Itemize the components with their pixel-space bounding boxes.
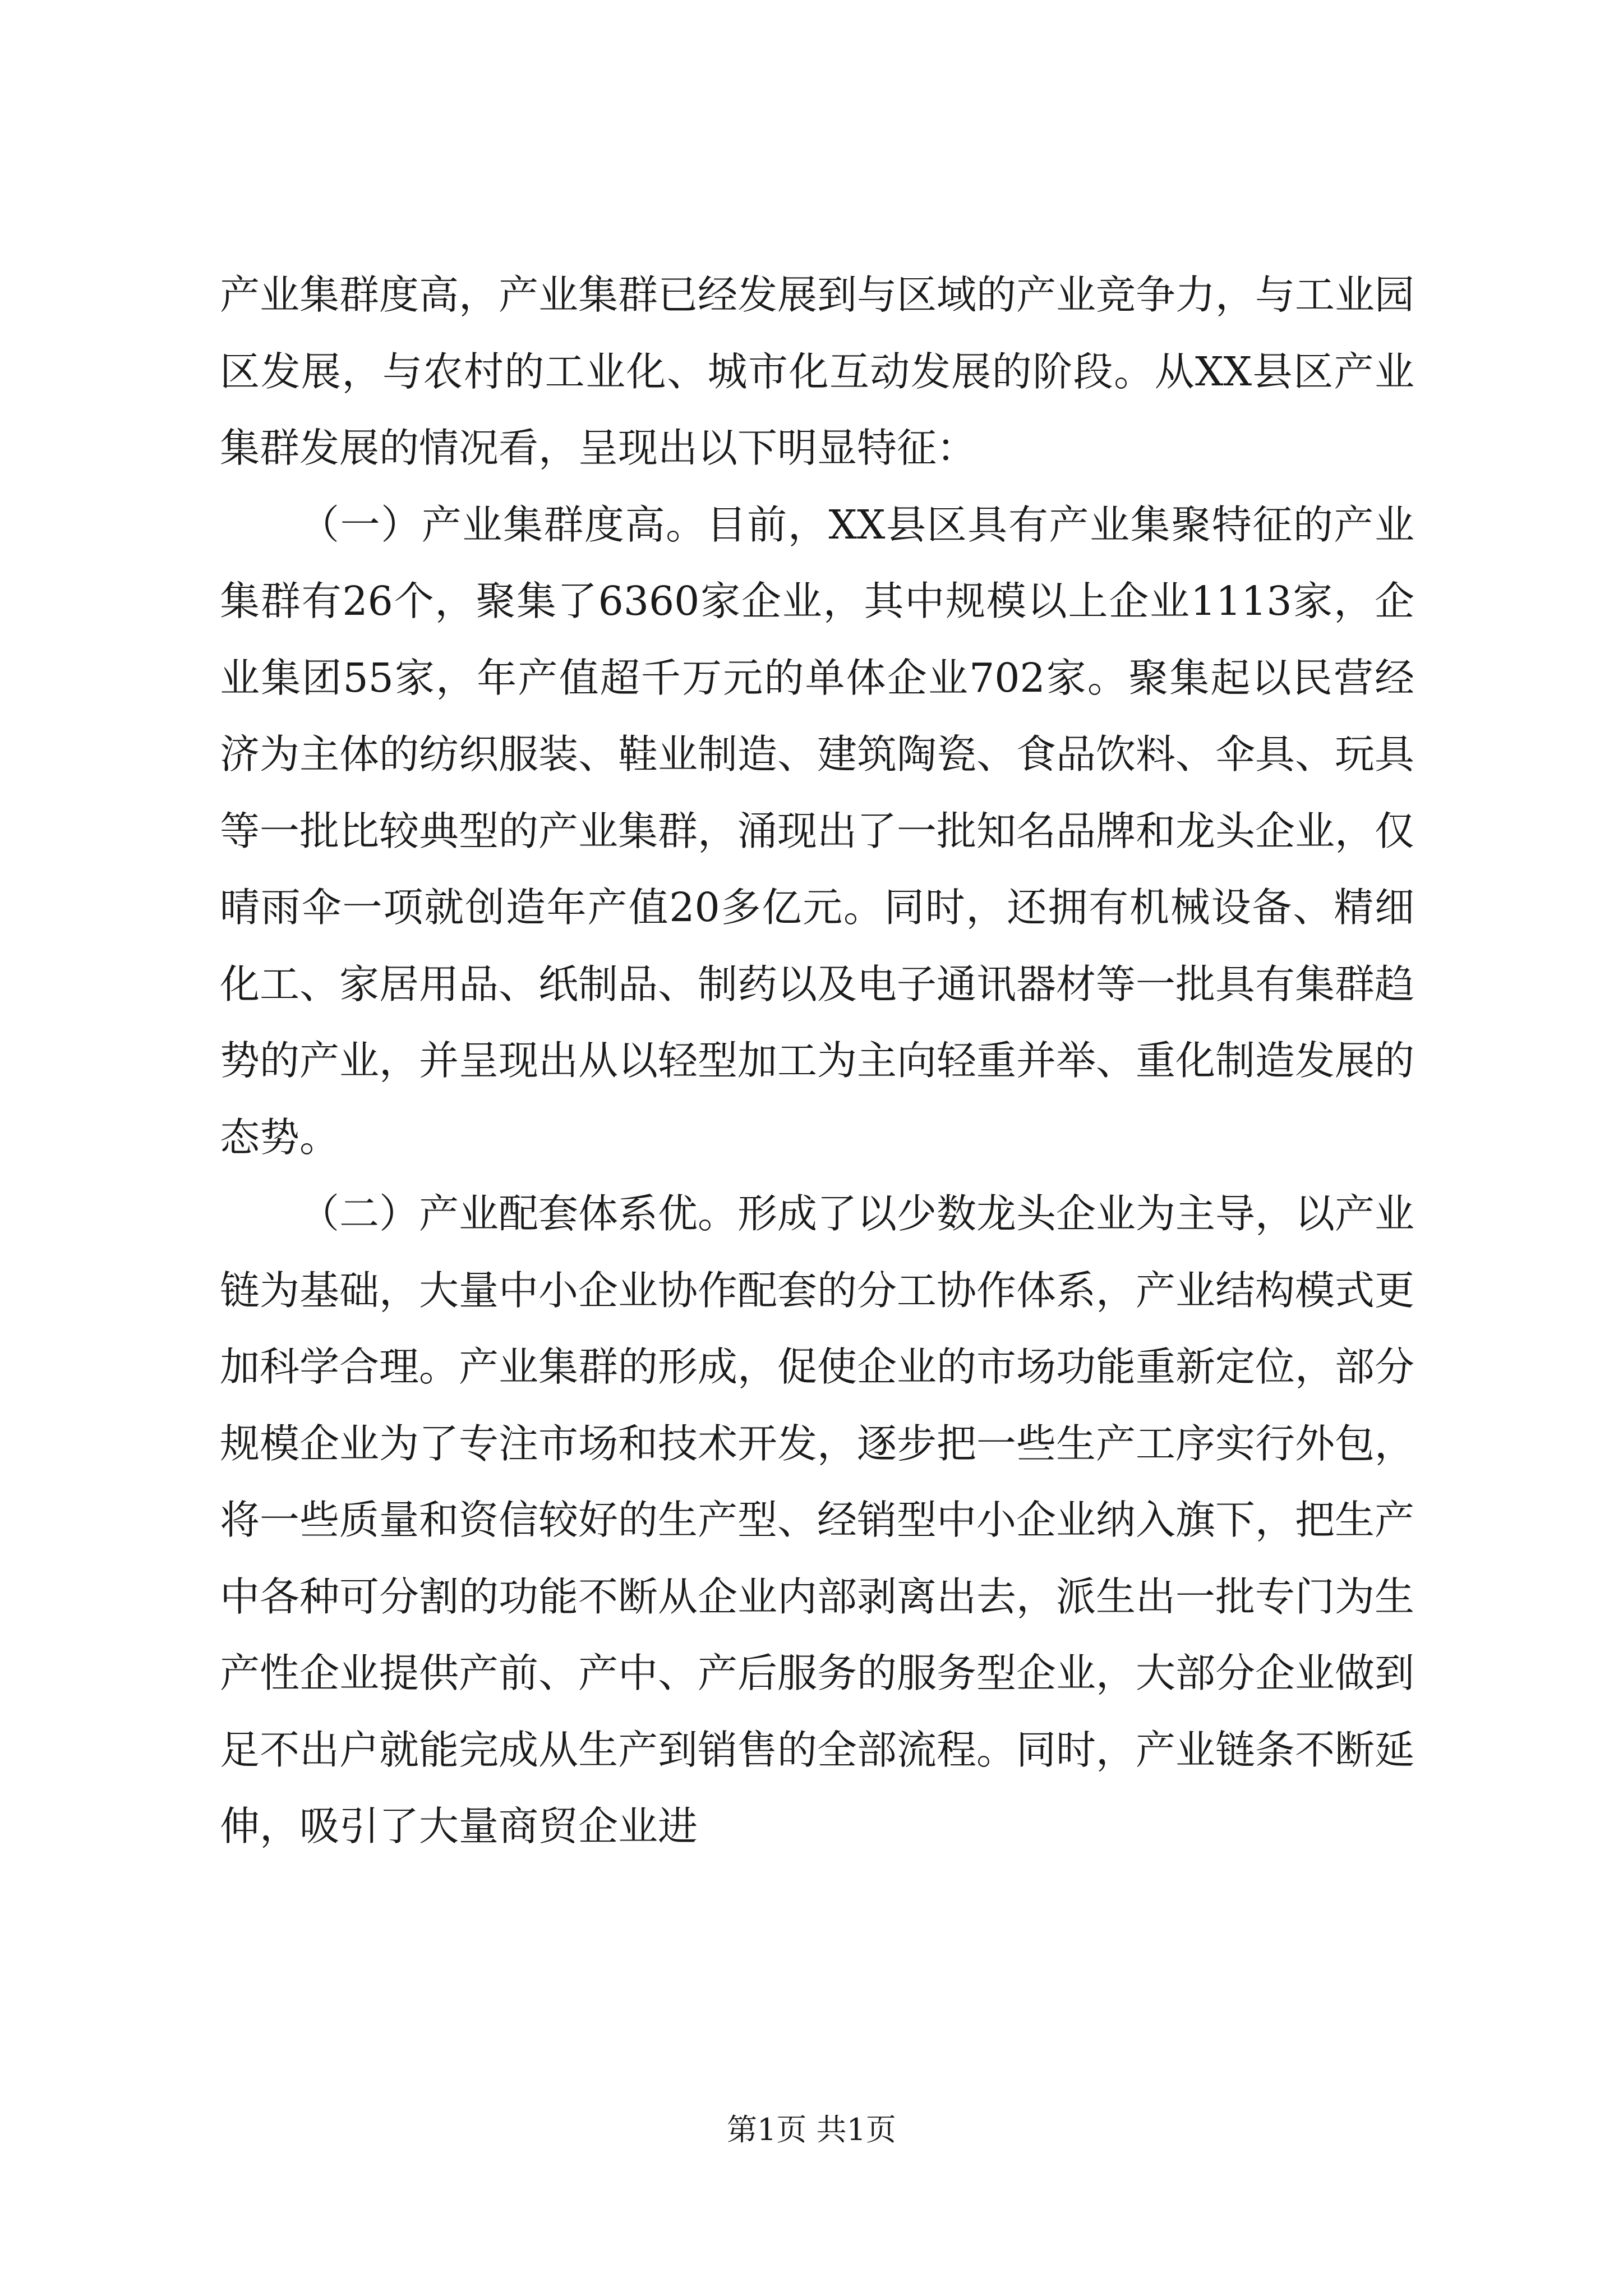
paragraph-section-two: （二）产业配套体系优。形成了以少数龙头企业为主导，以产业链为基础，大量中小企业协作配套的分工协作体系，产业结构模式更加科学合理。产业集群的形成，促使企业的市场功能重新定位，部分规模企业为了专注市场和技术开发，逐步把一些生产工序实行外包，将一些质量和资信较好的生产型、经销型中小企业纳入旗下，把生产中各种可分割的功能不断从企业内部剥离出去，派生出一批专门为生产性企业提供产前、产中、产后服务的服务型企业，大部分企业做到足不出户就能完成从生产到销售的全部流程。同时，产业链条不断延伸，吸引了大量商贸企业进 <box>220 1190 1415 1849</box>
paragraph-intro: 产业集群度高，产业集群已经发展到与区域的产业竞争力，与工业园区发展，与农村的工业化、城市化互动发展的阶段。从XX县区产业集群发展的情况看，呈现出以下明显特征： <box>220 272 1415 471</box>
page-footer: 第1页 共1页 <box>727 2112 896 2147</box>
document-body <box>220 257 1414 1865</box>
paragraph-section-one: （一）产业集群度高。目前，XX县区具有产业集聚特征的产业集群有26个，聚集了6360家企业，其中规模以上企业1113家，企业集团55家，年产值超千万元的单体企业702家。聚集起以民营经济为主体的纺织服装、鞋业制造、建筑陶瓷、食品饮料、伞具、玩具等一批比较典型的产业集群，涌现出了一批知名品牌和龙头企业，仅晴雨伞一项就创造年产值20多亿元。同时，还拥有机械设备、精细化工、家居用品、纸制品、制药以及电子通讯器材等一批具有集群趋势的产业，并呈现出从以轻型加工为主向轻重并举、重化制造发展的态势。 <box>220 501 1415 1161</box>
